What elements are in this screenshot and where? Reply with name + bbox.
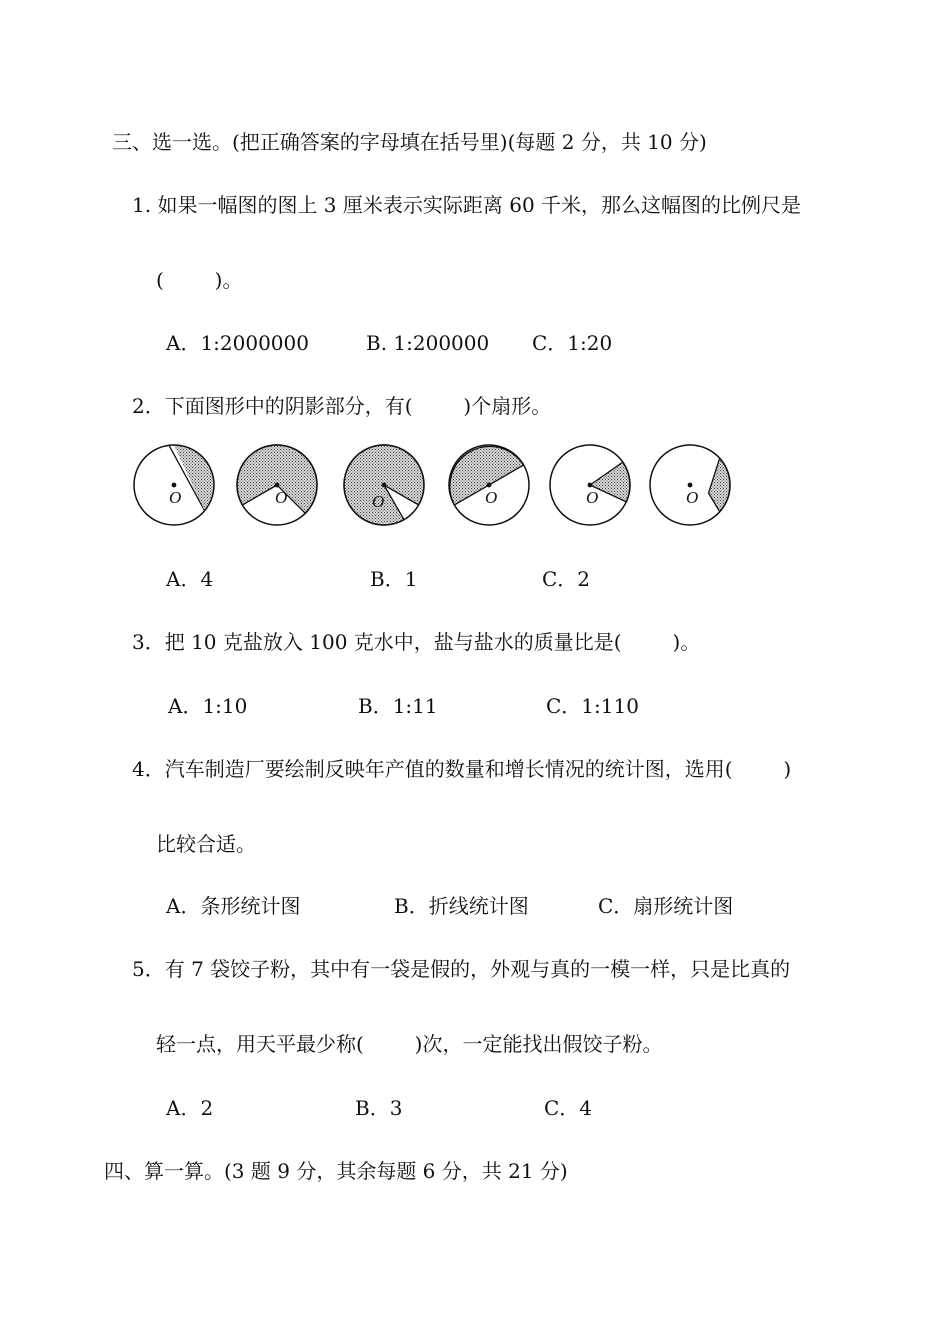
circle-figure-5-icon <box>549 444 631 526</box>
question-3-line-1: 3．把 10 克盐放入 100 克水中，盐与盐水的质量比是( )。 <box>132 630 701 654</box>
question-5-option-b: B．3 <box>355 1096 403 1120</box>
question-4-option-a: A．条形统计图 <box>166 894 301 918</box>
question-4-line-1: 4．汽车制造厂要绘制反映年产值的数量和增长情况的统计图，选用( ) <box>132 757 792 781</box>
circle-figure-6-icon <box>649 444 731 526</box>
question-5-option-a: A．2 <box>166 1096 214 1120</box>
question-1-option-c: C．1:20 <box>532 331 613 355</box>
question-1-line-1: 1. 如果一幅图的图上 3 厘米表示实际距离 60 千米，那么这幅图的比例尺是 <box>132 193 802 217</box>
circle-figure-4-icon <box>448 444 530 526</box>
question-3-option-c: C．1:110 <box>546 694 639 718</box>
question-5-line-2: 轻一点，用天平最少称( )次，一定能找出假饺子粉。 <box>156 1032 663 1056</box>
circle-1-center-label: O <box>169 488 182 507</box>
circle-figure-3-icon <box>343 444 425 526</box>
section3-heading: 三、选一选。(把正确答案的字母填在括号里)(每题 2 分，共 10 分) <box>112 130 707 154</box>
question-4-option-c: C．扇形统计图 <box>598 894 734 918</box>
circle-6-center-label: O <box>686 488 699 507</box>
question-2-line-1: 2．下面图形中的阴影部分，有( )个扇形。 <box>132 394 552 418</box>
question-1-line-2: ( )。 <box>156 268 243 292</box>
circle-3-center-label: O <box>372 492 385 511</box>
question-1-option-a: A．1:2000000 <box>166 331 309 355</box>
question-1-option-b: B. 1:200000 <box>366 331 490 355</box>
circle-4-center-label: O <box>485 488 498 507</box>
question-2-option-a: A．4 <box>166 567 214 591</box>
circle-figure-2-icon <box>236 444 318 526</box>
question-2-option-b: B．1 <box>370 567 418 591</box>
question-4-option-b: B．折线统计图 <box>394 894 529 918</box>
question-5-option-c: C．4 <box>544 1096 593 1120</box>
question-3-option-a: A．1:10 <box>168 694 248 718</box>
circle-5-center-label: O <box>586 488 599 507</box>
question-5-line-1: 5．有 7 袋饺子粉，其中有一袋是假的，外观与真的一模一样，只是比真的 <box>132 957 791 981</box>
question-2-option-c: C．2 <box>542 567 591 591</box>
circle-2-center-label: O <box>275 488 288 507</box>
question-4-line-2: 比较合适。 <box>156 832 256 856</box>
question-3-option-b: B．1:11 <box>358 694 438 718</box>
circle-figure-1-icon <box>133 444 215 526</box>
section4-heading: 四、算一算。(3 题 9 分，其余每题 6 分，共 21 分) <box>104 1159 568 1183</box>
